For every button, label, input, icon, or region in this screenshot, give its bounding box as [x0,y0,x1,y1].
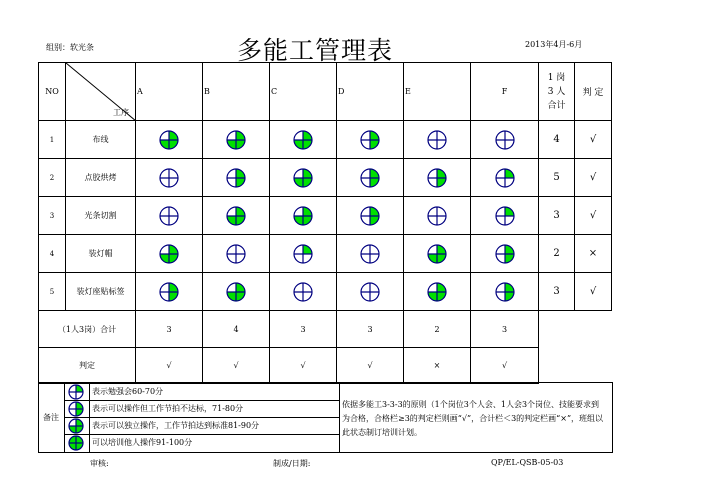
skill-cell [270,273,337,311]
legend-row-divider [64,434,339,435]
process-header-cell [66,63,136,121]
skill-level-icon [159,244,179,264]
judge-row-value: × [404,348,471,384]
skill-level-icon [427,282,447,302]
skill-cell [136,121,203,159]
skill-level-icon [495,130,515,150]
maker-label: 制成/日期: [273,459,311,468]
skill-level-icon [159,282,179,302]
skill-cell [404,235,471,273]
skill-level-icon [226,168,246,188]
legend-text: 可以培训他人操作91-100分 [92,438,193,447]
row-total: 5 [539,159,575,197]
legend-icon-wrap [68,435,84,455]
row-judge: × [575,235,612,273]
total-header-line: 1 岗 [547,72,566,83]
judge-row-value: √ [471,348,539,384]
skill-level-icon [360,244,380,264]
skill-row [39,121,612,159]
review-label: 审核: [90,459,109,468]
summary-value: 3 [136,311,203,348]
skill-level-icon [427,130,447,150]
legend-text: 表示可以独立操作，工作节拍达到标准81-90分 [92,421,260,430]
skill-cell [337,197,404,235]
row-judge: √ [575,273,612,311]
skill-cell [337,159,404,197]
skill-level-icon [360,206,380,226]
col-header-d: D [337,63,404,121]
legend-row-divider [64,417,339,418]
skill-level-icon [495,244,515,264]
row-judge: √ [575,159,612,197]
skill-cell [203,235,270,273]
summary-value: 3 [337,311,404,348]
skill-cell [337,273,404,311]
process-name: 光条切割 [66,197,136,235]
skill-cell [337,121,404,159]
legend-divider [339,383,340,452]
skills-table [38,62,612,384]
skill-row [39,273,612,311]
row-number: 3 [39,197,66,235]
process-name: 点胶烘烤 [66,159,136,197]
summary-row [39,311,612,348]
row-number: 1 [39,121,66,159]
row-total: 3 [539,197,575,235]
period-label: 2013年4月-6月 [525,40,583,49]
col-header-a: A [136,63,203,121]
skill-level-icon [159,168,179,188]
skill-level-icon [68,384,84,400]
col-header-e: E [404,63,471,121]
skill-level-icon [159,206,179,226]
process-header: 工序 [113,108,129,117]
skill-level-icon [68,401,84,417]
skill-cell [337,235,404,273]
skill-level-icon [360,168,380,188]
row-judge: √ [575,121,612,159]
summary-label: （1人3岗）合计 [39,311,136,348]
col-header-b: B [203,63,270,121]
col-header-f: F [471,63,539,121]
skill-row [39,159,612,197]
skill-row [39,235,612,273]
skill-level-icon [226,244,246,264]
skill-level-icon [427,244,447,264]
skill-level-icon [495,282,515,302]
skill-level-icon [495,168,515,188]
row-total: 3 [539,273,575,311]
judge-row-value: √ [136,348,203,384]
col-header-c: C [270,63,337,121]
total-header-line: 合计 [547,100,566,111]
skill-cell [136,235,203,273]
row-total: 4 [539,121,575,159]
skill-level-icon [427,206,447,226]
row-number: 5 [39,273,66,311]
row-total: 2 [539,235,575,273]
skill-level-icon [360,130,380,150]
no-header: NO [39,63,66,121]
skill-level-icon [293,130,313,150]
skill-level-icon [226,130,246,150]
process-name: 装灯帽 [66,235,136,273]
skill-cell [270,159,337,197]
total-header [539,63,575,121]
process-name: 布线 [66,121,136,159]
judge-header: 判 定 [575,63,612,121]
process-name: 装灯座贴标签 [66,273,136,311]
empty-cell [539,311,612,384]
legend-row-divider [64,400,339,401]
skill-cell [203,273,270,311]
page-title: 多能工管理表 [237,36,394,65]
summary-value: 3 [270,311,337,348]
skill-cell [404,121,471,159]
legend-label: 备注 [43,413,59,422]
skill-level-icon [226,282,246,302]
skill-level-icon [360,282,380,302]
skill-level-icon [427,168,447,188]
doc-code: QP/EL-QSB-05-03 [491,458,564,467]
legend-note: 依据多能工3-3-3的原则（1个岗位3个人会、1人会3个岗位、技能要求到 为合格，合格栏≥3的判定栏则画“√”，合计栏＜3的判定栏画“×”，班组以此状态制订培训计划。 [342,400,610,437]
legend-text: 表示勉强会60-70分 [92,387,164,396]
skill-cell [270,121,337,159]
judge-row-value: √ [203,348,270,384]
skill-cell [471,235,539,273]
summary-value: 2 [404,311,471,348]
skill-level-icon [293,168,313,188]
skill-cell [471,121,539,159]
skill-level-icon [293,206,313,226]
skill-cell [404,159,471,197]
skill-cell [136,273,203,311]
judge-row [39,348,612,384]
skill-cell [471,159,539,197]
skill-cell [404,197,471,235]
legend-text: 表示可以操作但工作节拍不达标，71-80分 [92,404,244,413]
skill-cell [203,121,270,159]
skill-level-icon [68,435,84,451]
row-number: 4 [39,235,66,273]
skill-row [39,197,612,235]
skill-level-icon [293,244,313,264]
skill-level-icon [293,282,313,302]
judge-row-label: 判定 [39,348,136,384]
skill-cell [203,159,270,197]
skill-level-icon [495,206,515,226]
skill-cell [270,197,337,235]
skill-level-icon [68,418,84,434]
row-number: 2 [39,159,66,197]
skill-cell [270,235,337,273]
skill-cell [136,197,203,235]
skill-level-icon [159,130,179,150]
table-header-row [39,63,612,121]
skill-cell [203,197,270,235]
row-judge: √ [575,197,612,235]
skill-cell [471,197,539,235]
skill-cell [471,273,539,311]
judge-row-value: √ [270,348,337,384]
total-header-line: 3 人 [547,86,566,97]
skill-cell [136,159,203,197]
skill-level-icon [226,206,246,226]
group-label: 组别：软光条 [46,43,94,52]
judge-row-value: √ [337,348,404,384]
legend-box [38,382,613,453]
summary-value: 3 [471,311,539,348]
skill-cell [404,273,471,311]
summary-value: 4 [203,311,270,348]
